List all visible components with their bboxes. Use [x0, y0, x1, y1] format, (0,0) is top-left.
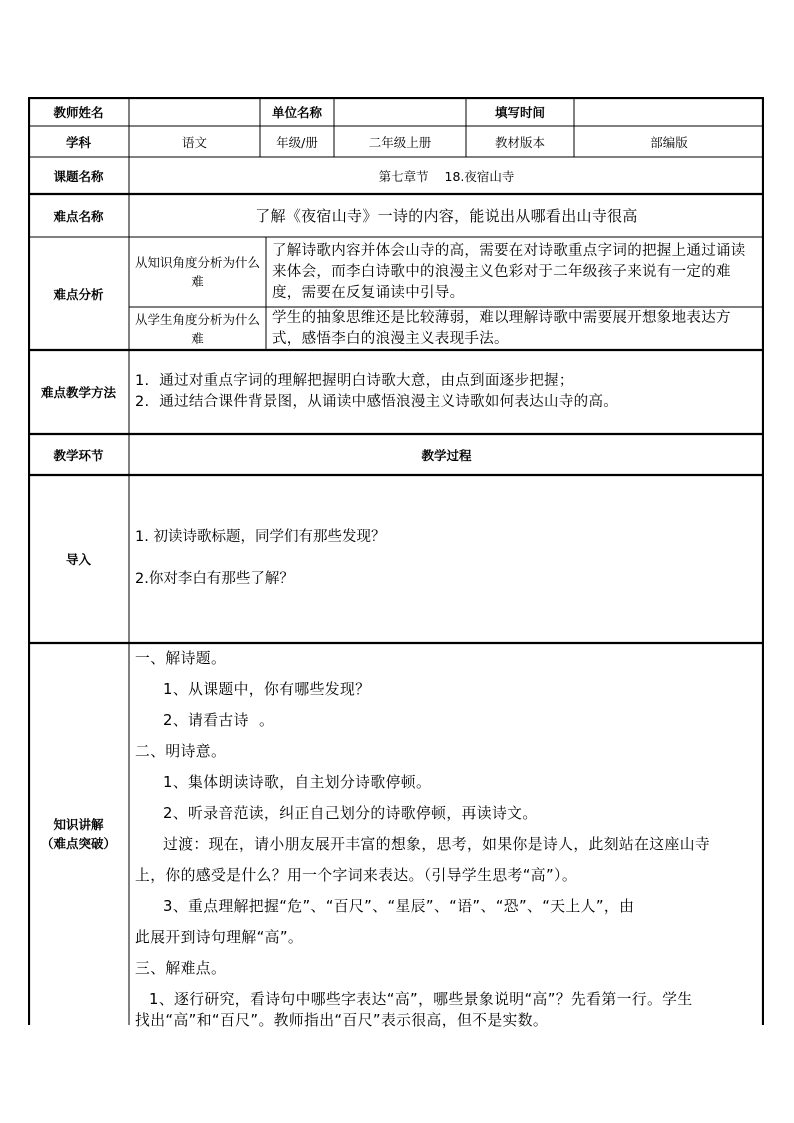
knowledge-explanation-label — [28, 643, 129, 1025]
process-line: 3、重点理解把握“危”、“百尺”、“星辰”、“语”、“恐”、“天上人”，由 — [163, 898, 635, 915]
student-angle-label: 从学生角度分析为什么难 — [135, 311, 261, 346]
teacher-name-value — [129, 97, 260, 126]
process-line: 三、解难点。 — [135, 960, 227, 977]
grade-label: 年级/册 — [276, 134, 318, 150]
intro-item: 2.你对李白有那些了解？ — [135, 571, 294, 587]
intro-content — [129, 475, 764, 643]
teaching-stage-header: 教学环节 — [53, 447, 104, 463]
student-angle-text: 学生的抽象思维还是比较薄弱，难以理解诗歌中需要展开想象地表达方式，感悟李白的浪漫主义表现手法。 — [272, 309, 731, 347]
edition-label: 教材版本 — [494, 134, 545, 150]
teacher-name-label: 教师姓名 — [53, 104, 104, 120]
teaching-method-list — [129, 350, 764, 434]
unit-name-label: 单位名称 — [271, 104, 322, 120]
fill-date-value — [574, 97, 764, 126]
method-item: 2. 通过结合课件背景图，从诵读中感悟浪漫主义诗歌如何表达山寺的高。 — [135, 394, 619, 410]
intro-item: 1. 初读诗歌标题，同学们有那些发现？ — [135, 529, 386, 545]
process-line: 2、听录音范读，纠正自己划分的诗歌停顿，再读诗文。 — [163, 805, 538, 822]
grade-value: 二年级上册 — [368, 134, 432, 150]
intro-label: 导入 — [65, 552, 91, 567]
process-line: 2、请看古诗 。 — [163, 712, 275, 729]
process-line: 1、逐行研究，看诗句中哪些字表达“高”，哪些景象说明“高”？先看第一行。学生 — [149, 991, 693, 1008]
process-line: 过渡：现在，请小朋友展开丰富的想象，思考，如果你是诗人，此刻站在这座山寺 — [163, 836, 711, 853]
edition-value: 部编版 — [650, 134, 688, 150]
process-line: 二、明诗意。 — [135, 743, 227, 760]
knowledge-label-line: （难点突破） — [40, 836, 116, 851]
method-item: 1. 通过对重点字词的理解把握明白诗歌大意，由点到面逐步把握； — [135, 373, 574, 389]
process-line: 此展开到诗句理解“高”。 — [135, 929, 304, 946]
lesson-title-value: 第七章节 18.夜宿山寺 — [378, 168, 515, 184]
difficulty-name-label: 难点名称 — [53, 208, 104, 224]
subject-label: 学科 — [65, 134, 91, 150]
process-line: 找出“高”和“百尺”。教师指出“百尺”表示很高，但不是实数。 — [135, 1012, 549, 1029]
subject-value: 语文 — [181, 134, 207, 150]
difficulty-analysis-label: 难点分析 — [53, 286, 104, 302]
lesson-title-label: 课题名称 — [53, 168, 104, 184]
process-line: 1、从课题中，你有哪些发现？ — [163, 681, 371, 698]
lesson-plan-table — [28, 97, 764, 1029]
process-line: 一、解诗题。 — [135, 650, 227, 667]
knowledge-angle-text: 了解诗歌内容并体会山寺的高，需要在对诗歌重点字词的把握上通过诵读来体会，而李白诗歌中的浪漫主义色彩对于二年级孩子来说有一定的难度，需要在反复诵读中引导。 — [272, 242, 746, 301]
unit-name-value — [334, 97, 466, 126]
knowledge-angle-label: 从知识角度分析为什么难 — [135, 255, 261, 289]
teaching-process-header: 教学过程 — [421, 447, 472, 463]
difficulty-name-value: 了解《夜宿山寺》一诗的内容，能说出从哪看出山寺很高 — [255, 207, 638, 225]
fill-date-label: 填写时间 — [494, 104, 545, 120]
process-line: 上，你的感受是什么？用一个字词来表达。（引导学生思考“高”）。 — [135, 867, 578, 884]
process-line: 1、集体朗读诗歌，自主划分诗歌停顿。 — [163, 774, 432, 791]
knowledge-explanation-content — [129, 643, 764, 1029]
teaching-method-label: 难点教学方法 — [40, 385, 116, 400]
knowledge-label-line: 知识讲解 — [53, 817, 104, 832]
